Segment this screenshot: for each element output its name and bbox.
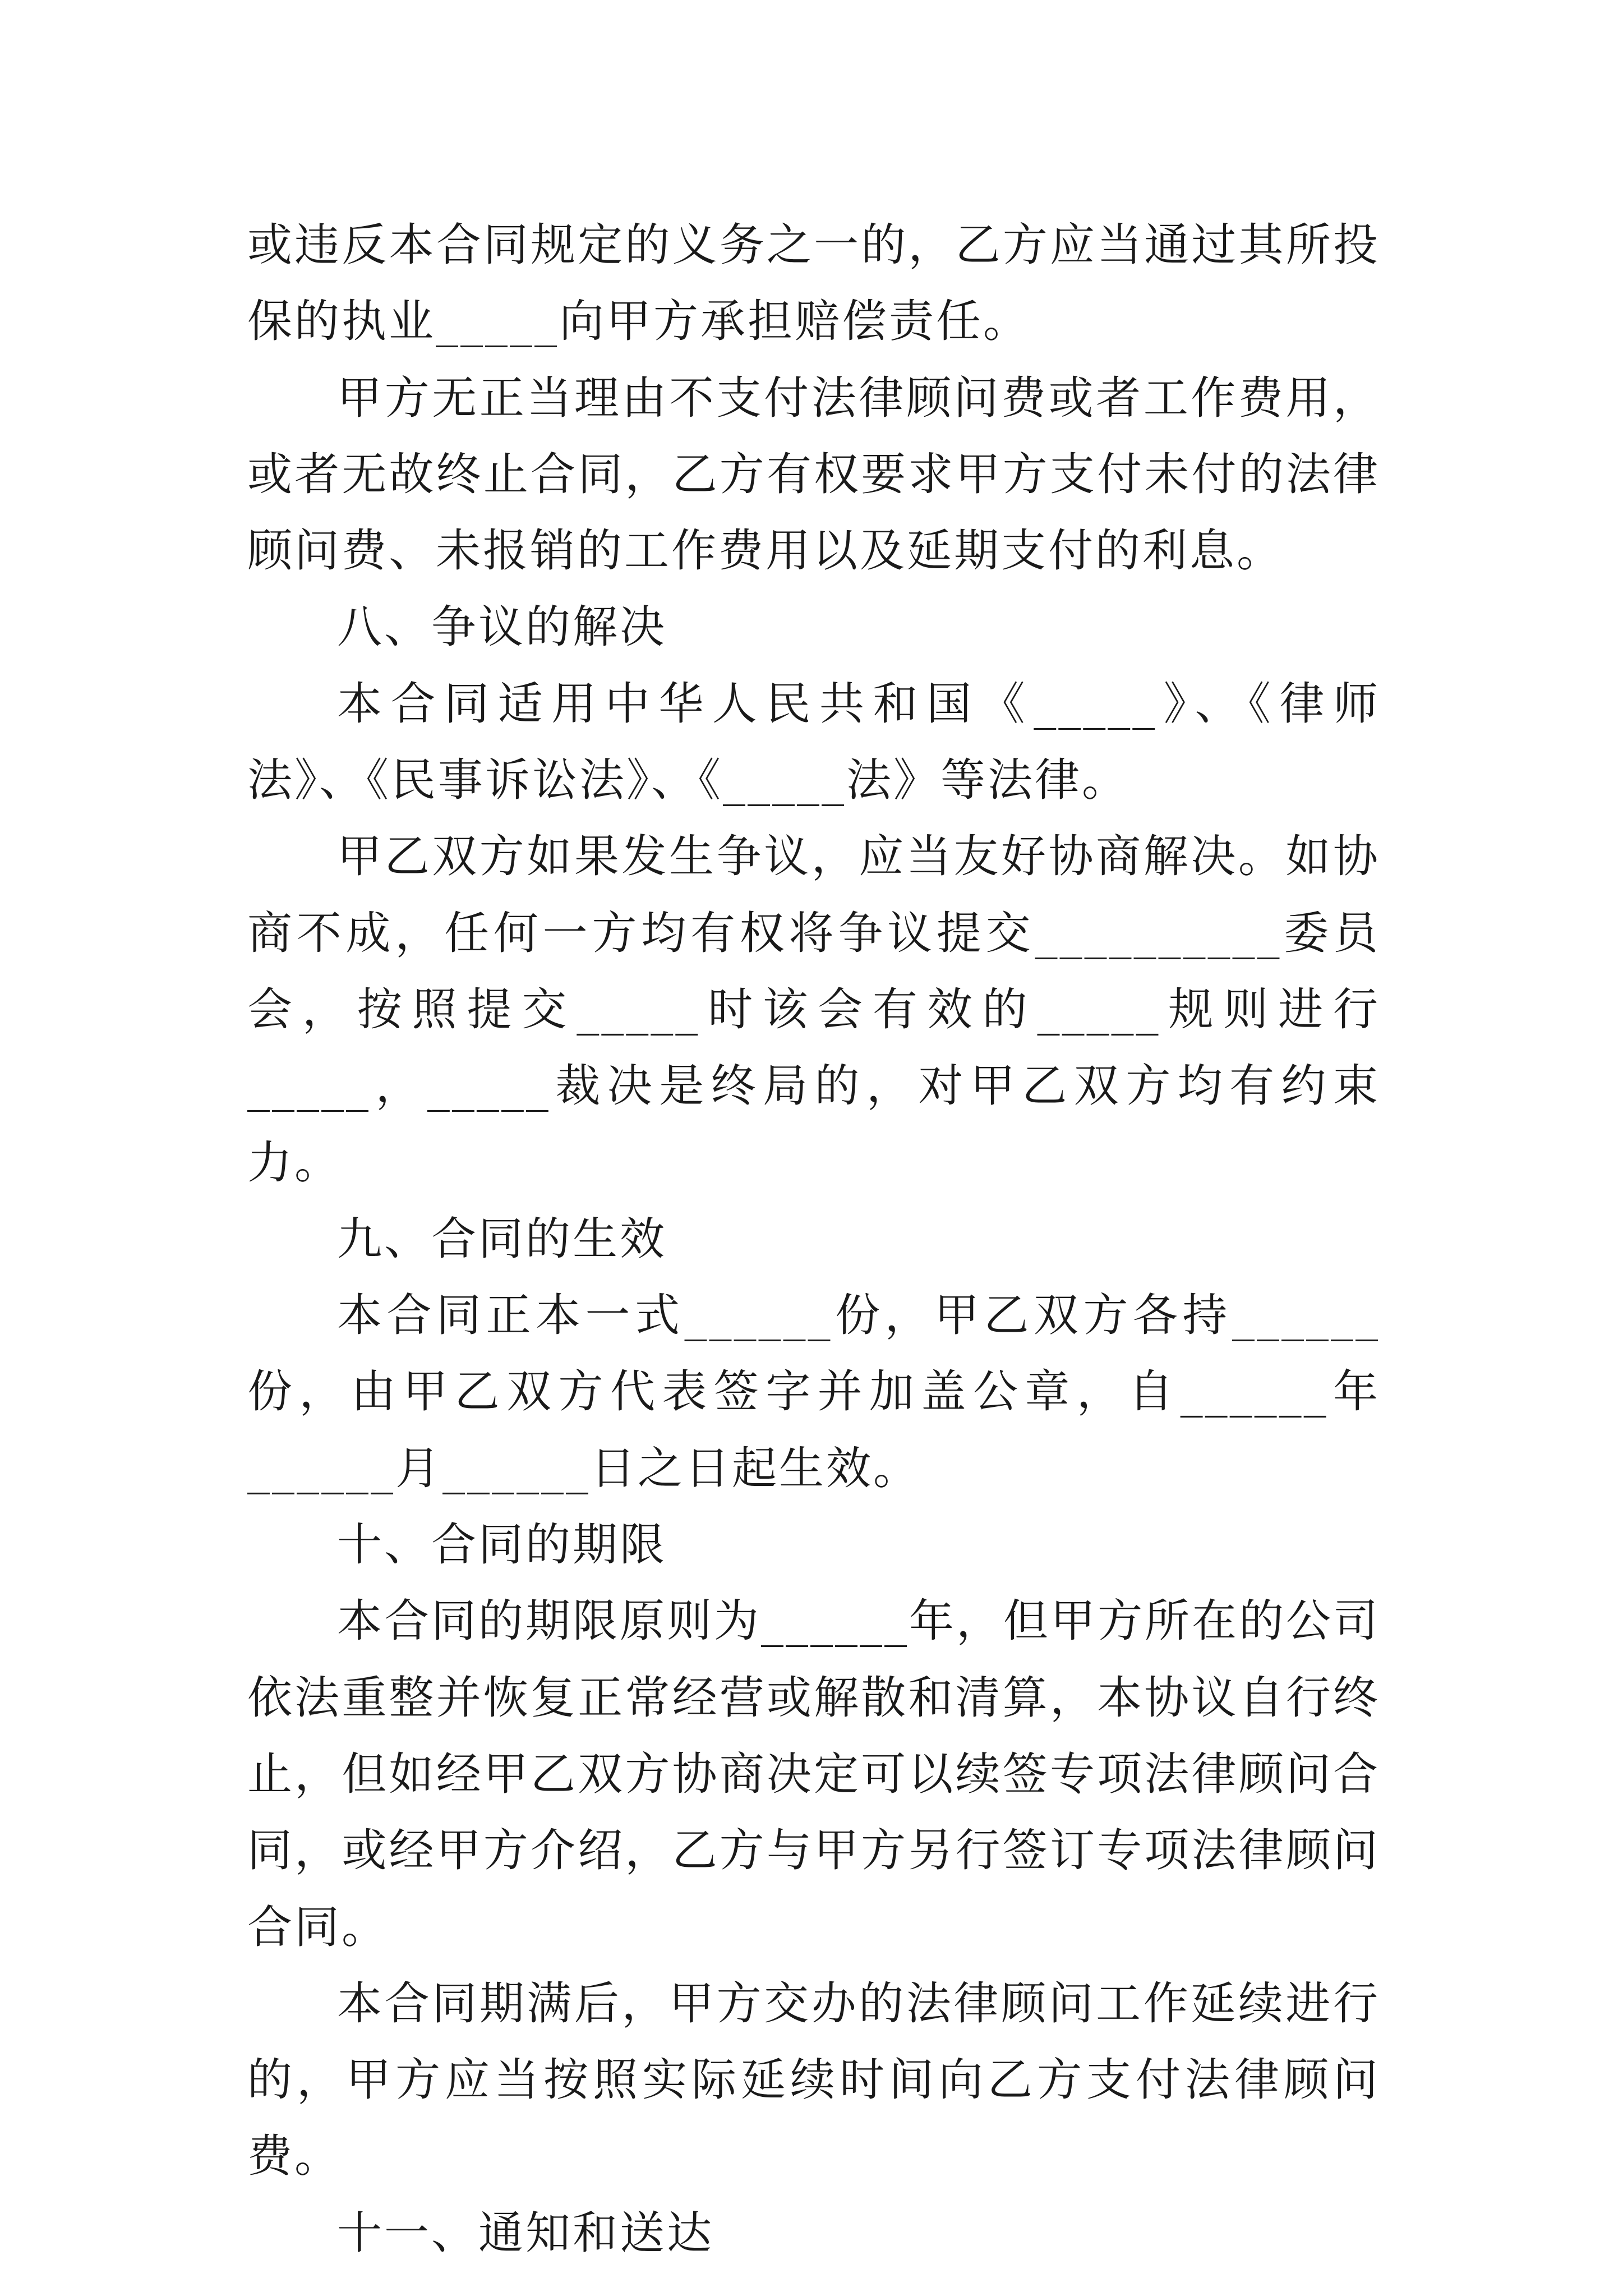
paragraph-liability-continuation: 或违反本合同规定的义务之一的，乙方应当通过其所投保的执业_____向甲方承担赔偿责任。 — [247, 219, 1380, 348]
paragraph-liability-fees: 甲方无正当理由不支付法律顾问费或者工作费用，或者无故终止合同，乙方有权要求甲方支付未付的法律顾问费、未报销的工作费用以及延期支付的利息。 — [247, 371, 1380, 577]
section-heading-effectiveness: 九、合同的生效 — [337, 1212, 667, 1265]
paragraph-expiry: 本合同期满后，甲方交办的法律顾问工作延续进行的，甲方应当按照实际延续时间向乙方支付法律顾问费。 — [247, 1977, 1380, 2183]
paragraph-term: 本合同的期限原则为______年，但甲方所在的公司依法重整并恢复正常经营或解散和清算，本协议自行终止，但如经甲乙双方协商决定可以续签专项法律顾问合同，或经甲方介绍，乙方与甲方另行签订专项法律顾问合同。 — [247, 1595, 1380, 1953]
paragraph-applicable-law: 本合同适用中华人民共和国《_____》、《律师法》、《民事诉讼法》、《_____法》等法律。 — [247, 677, 1380, 807]
document-body — [247, 207, 1380, 2271]
paragraph-effectiveness: 本合同正本一式______份，甲乙双方各持______份，由甲乙双方代表签字并加盖公章，自______年______月______日之日起生效。 — [247, 1289, 1380, 1494]
section-heading-term: 十、合同的期限 — [337, 1519, 667, 1571]
paragraph-arbitration: 甲乙双方如果发生争议，应当友好协商解决。如协商不成，任何一方均有权将争议提交__________委员会，按照提交_____时该会有效的_____规则进行_____，_____裁决是终局的，对甲乙双方均有约束力。 — [247, 830, 1380, 1189]
section-heading-dispute-resolution: 八、争议的解决 — [337, 601, 667, 654]
section-heading-notice: 十一、通知和送达 — [337, 2206, 714, 2259]
